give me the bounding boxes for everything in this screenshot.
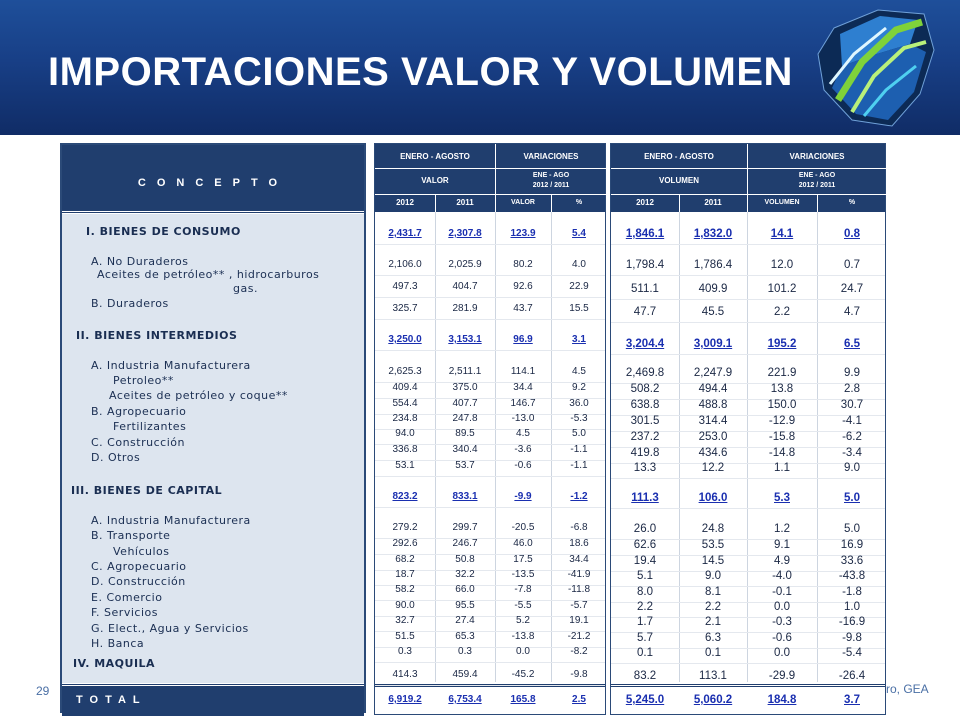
valor-cell: 414.3 bbox=[392, 669, 418, 680]
row-divider bbox=[375, 662, 605, 663]
valor-cell: 66.0 bbox=[455, 584, 475, 595]
valor-cell: 17.5 bbox=[513, 554, 533, 565]
valor-cell: 497.3 bbox=[392, 281, 418, 292]
valor-sub-header: VALOR bbox=[421, 176, 449, 185]
valor-cell: 90.0 bbox=[395, 600, 415, 611]
volumen-cell: 6.3 bbox=[705, 632, 721, 644]
valor-cell: -5.5 bbox=[514, 600, 532, 611]
volumen-cell: 314.4 bbox=[698, 415, 728, 427]
valor-cell: 19.1 bbox=[569, 615, 589, 626]
volumen-cell: 53.5 bbox=[701, 539, 725, 551]
valor-cell: 3,153.1 bbox=[448, 334, 482, 345]
volumen-cell: 0.1 bbox=[705, 647, 721, 659]
valor-cell: 96.9 bbox=[513, 334, 533, 345]
concepto-footer bbox=[62, 683, 364, 716]
volumen-table-header bbox=[611, 144, 885, 212]
volumen-cell: 237.2 bbox=[630, 431, 660, 443]
valor-cell: -8.2 bbox=[570, 646, 588, 657]
valor-cell: 4.5 bbox=[516, 428, 530, 439]
valor-cell: 407.7 bbox=[452, 398, 478, 409]
volumen-cell: 2.2 bbox=[774, 306, 790, 318]
valor-col-pct: % bbox=[575, 199, 583, 206]
volumen-cell: 1,798.4 bbox=[625, 259, 665, 271]
volumen-total-cell: 5,245.0 bbox=[625, 694, 665, 706]
valor-cell: 554.4 bbox=[392, 398, 418, 409]
volumen-sub-header: VOLUMEN bbox=[659, 176, 699, 185]
valor-cell: -45.2 bbox=[511, 669, 535, 680]
valor-variaciones-header: VARIACIONES bbox=[523, 152, 579, 161]
valor-cell: 292.6 bbox=[392, 538, 418, 549]
row-divider bbox=[611, 299, 885, 300]
concepto-row: B. Agropecuario bbox=[91, 405, 187, 418]
volumen-total-cell: 5,060.2 bbox=[693, 694, 733, 706]
valor-cell: 833.1 bbox=[452, 491, 478, 502]
volumen-cell: 9.0 bbox=[705, 570, 721, 582]
concepto-row: B. Transporte bbox=[91, 529, 171, 542]
volumen-col-vol: VOLUMEN bbox=[764, 199, 800, 206]
valor-cell: 4.5 bbox=[572, 366, 586, 377]
valor-col-valor: VALOR bbox=[511, 199, 535, 206]
volumen-cell: 3,204.4 bbox=[625, 338, 665, 350]
valor-cell: 80.2 bbox=[513, 259, 533, 270]
row-divider bbox=[611, 354, 885, 355]
valor-cell: 2,511.1 bbox=[448, 366, 482, 377]
volumen-cell: 6.5 bbox=[844, 338, 860, 350]
valor-total-cell: 2.5 bbox=[572, 694, 586, 705]
volumen-cell: 24.7 bbox=[840, 283, 864, 295]
row-divider bbox=[611, 275, 885, 276]
valor-cell: 89.5 bbox=[455, 428, 475, 439]
volumen-cell: 0.1 bbox=[637, 647, 653, 659]
valor-cell: 46.0 bbox=[513, 538, 533, 549]
volumen-cell: 1,846.1 bbox=[625, 228, 665, 240]
concepto-row: D. Construcción bbox=[91, 575, 186, 588]
volumen-cell: 5.3 bbox=[774, 492, 790, 504]
volumen-cell: 14.1 bbox=[770, 228, 794, 240]
volumen-cell: -5.4 bbox=[842, 647, 862, 659]
valor-cell: -11.8 bbox=[567, 584, 591, 595]
concepto-row: C. Construcción bbox=[91, 436, 185, 449]
row-divider bbox=[611, 322, 885, 323]
row-divider bbox=[375, 350, 605, 351]
valor-cell: 68.2 bbox=[395, 554, 415, 565]
slide-header bbox=[0, 0, 960, 135]
volumen-cell: 511.1 bbox=[631, 283, 659, 295]
volumen-cell: -15.8 bbox=[768, 431, 796, 443]
valor-cell: 279.2 bbox=[392, 522, 418, 533]
row-divider bbox=[611, 478, 885, 479]
volumen-cell: 19.4 bbox=[633, 555, 657, 567]
valor-cell: -1.1 bbox=[570, 460, 588, 471]
volumen-cell: 9.1 bbox=[774, 539, 790, 551]
valor-cell: -9.8 bbox=[570, 669, 588, 680]
row-divider bbox=[375, 319, 605, 320]
valor-cell: 5.2 bbox=[516, 615, 530, 626]
volumen-cell: 1.0 bbox=[844, 601, 860, 613]
valor-cell: -5.7 bbox=[570, 600, 588, 611]
valor-cell: 246.7 bbox=[452, 538, 478, 549]
volumen-cell: 33.6 bbox=[840, 555, 864, 567]
concepto-row: D. Otros bbox=[91, 451, 141, 464]
valor-cell: 336.8 bbox=[392, 444, 418, 455]
volumen-cell: 0.7 bbox=[844, 259, 860, 271]
concepto-row: II. BIENES INTERMEDIOS bbox=[76, 329, 238, 342]
volumen-cell: 9.9 bbox=[844, 367, 860, 379]
volumen-cell: -43.8 bbox=[838, 570, 866, 582]
volumen-cell: 83.2 bbox=[633, 670, 657, 682]
valor-group-header: ENERO - AGOSTO bbox=[400, 152, 470, 161]
valor-cell: 404.7 bbox=[452, 281, 478, 292]
volumen-cell: 9.0 bbox=[844, 462, 860, 474]
volumen-cell: 13.8 bbox=[770, 383, 794, 395]
volumen-table bbox=[610, 143, 886, 715]
volumen-cell: -4.1 bbox=[842, 415, 862, 427]
concepto-row: I. BIENES DE CONSUMO bbox=[86, 225, 241, 238]
volumen-cell: -26.4 bbox=[838, 670, 866, 682]
valor-cell: 9.2 bbox=[572, 382, 586, 393]
valor-total-row bbox=[375, 684, 605, 717]
volumen-cell: 1,786.4 bbox=[693, 259, 733, 271]
volumen-cell: 4.9 bbox=[774, 555, 790, 567]
valor-cell: 146.7 bbox=[510, 398, 536, 409]
valor-cell: -5.3 bbox=[570, 413, 588, 424]
valor-cell: 36.0 bbox=[569, 398, 589, 409]
valor-table-header bbox=[375, 144, 605, 212]
volumen-cell: 0.0 bbox=[774, 647, 790, 659]
valor-cell: 114.1 bbox=[510, 366, 536, 377]
valor-cell: 0.3 bbox=[398, 646, 412, 657]
slide-number: 29 bbox=[36, 684, 50, 698]
valor-cell: 299.7 bbox=[452, 522, 478, 533]
concepto-row: III. BIENES DE CAPITAL bbox=[71, 484, 223, 497]
row-divider bbox=[375, 275, 605, 276]
volumen-group-header: ENERO - AGOSTO bbox=[644, 152, 714, 161]
valor-cell: 2,025.9 bbox=[448, 259, 482, 270]
volumen-col-2012: 2012 bbox=[636, 198, 654, 207]
valor-cell: -9.9 bbox=[514, 491, 532, 502]
concepto-row: Aceites de petróleo** , hidrocarburos bbox=[97, 268, 320, 281]
volumen-col-2011: 2011 bbox=[704, 198, 722, 207]
valor-cell: -13.5 bbox=[511, 569, 535, 580]
volumen-cell: 2.1 bbox=[705, 616, 721, 628]
volumen-total-cell: 3.7 bbox=[844, 694, 860, 706]
valor-cell: -7.8 bbox=[514, 584, 532, 595]
row-divider bbox=[375, 476, 605, 477]
volumen-cell: 494.4 bbox=[698, 383, 728, 395]
valor-cell: -6.8 bbox=[570, 522, 588, 533]
volumen-cell: -16.9 bbox=[838, 616, 866, 628]
row-divider bbox=[611, 244, 885, 245]
row-divider bbox=[611, 508, 885, 509]
volumen-cell: 45.5 bbox=[701, 306, 725, 318]
row-divider bbox=[611, 663, 885, 664]
volumen-cell: 253.0 bbox=[698, 431, 728, 443]
valor-cell: 18.7 bbox=[395, 569, 415, 580]
valor-cell: 247.8 bbox=[452, 413, 478, 424]
volumen-cell: -4.0 bbox=[772, 570, 792, 582]
volumen-cell: -1.8 bbox=[842, 586, 862, 598]
concepto-row: G. Elect., Agua y Servicios bbox=[91, 622, 249, 635]
volumen-cell: 12.2 bbox=[701, 462, 725, 474]
volumen-cell: 5.7 bbox=[637, 632, 653, 644]
valor-var-sub2: 2012 / 2011 bbox=[532, 182, 570, 189]
slide-title: IMPORTACIONES VALOR Y VOLUMEN bbox=[48, 50, 793, 94]
concepto-panel bbox=[60, 143, 366, 713]
volumen-cell: -9.8 bbox=[842, 632, 862, 644]
volumen-cell: -29.9 bbox=[768, 670, 796, 682]
row-divider bbox=[375, 507, 605, 508]
volumen-cell: 1.1 bbox=[774, 462, 790, 474]
valor-cell: 34.4 bbox=[513, 382, 533, 393]
volumen-cell: 2,469.8 bbox=[625, 367, 665, 379]
volumen-cell: 3,009.1 bbox=[693, 338, 733, 350]
volumen-cell: 12.0 bbox=[770, 259, 794, 271]
concepto-row: Petroleo** bbox=[113, 374, 174, 387]
valor-cell: 94.0 bbox=[395, 428, 415, 439]
volumen-total-cell: 184.8 bbox=[767, 694, 797, 706]
valor-cell: 15.5 bbox=[569, 303, 589, 314]
row-divider bbox=[375, 297, 605, 298]
valor-cell: 95.5 bbox=[455, 600, 475, 611]
valor-cell: -13.8 bbox=[511, 631, 535, 642]
valor-cell: 53.1 bbox=[395, 460, 415, 471]
valor-cell: 2,106.0 bbox=[388, 259, 422, 270]
volumen-cell: 2.2 bbox=[637, 601, 653, 613]
valor-cell: 281.9 bbox=[452, 303, 478, 314]
valor-cell: 3,250.0 bbox=[388, 334, 422, 345]
valor-cell: 18.6 bbox=[569, 538, 589, 549]
valor-cell: -1.1 bbox=[570, 444, 588, 455]
valor-table bbox=[374, 143, 606, 715]
valor-cell: -0.6 bbox=[514, 460, 532, 471]
volumen-cell: 508.2 bbox=[630, 383, 660, 395]
valor-cell: 375.0 bbox=[452, 382, 478, 393]
concepto-row: A. Industria Manufacturera bbox=[91, 359, 251, 372]
volumen-cell: 14.5 bbox=[701, 555, 725, 567]
valor-col-2011: 2011 bbox=[456, 198, 474, 207]
volumen-total-row bbox=[611, 684, 885, 717]
volumen-cell: 26.0 bbox=[633, 523, 657, 535]
concepto-row: A. No Duraderos bbox=[91, 255, 189, 268]
valor-cell: 51.5 bbox=[395, 631, 415, 642]
valor-cell: 4.0 bbox=[572, 259, 586, 270]
volumen-cell: 488.8 bbox=[698, 399, 728, 411]
valor-cell: 459.4 bbox=[452, 669, 478, 680]
concepto-row: Fertilizantes bbox=[113, 420, 187, 433]
valor-cell: 53.7 bbox=[455, 460, 475, 471]
volumen-cell: 195.2 bbox=[767, 338, 797, 350]
valor-total-cell: 6,753.4 bbox=[448, 694, 482, 705]
valor-cell: 0.3 bbox=[458, 646, 472, 657]
volumen-cell: 24.8 bbox=[701, 523, 725, 535]
volumen-var-sub2: 2012 / 2011 bbox=[798, 182, 836, 189]
concepto-row: IV. MAQUILA bbox=[73, 657, 156, 670]
valor-cell: -41.9 bbox=[567, 569, 591, 580]
valor-cell: 234.8 bbox=[392, 413, 418, 424]
volumen-cell: 113.1 bbox=[699, 670, 727, 682]
valor-cell: 43.7 bbox=[513, 303, 533, 314]
volumen-cell: -12.9 bbox=[768, 415, 796, 427]
volumen-cell: -6.2 bbox=[842, 431, 862, 443]
valor-cell: 27.4 bbox=[455, 615, 475, 626]
volumen-cell: -0.1 bbox=[772, 586, 792, 598]
concepto-header bbox=[62, 145, 364, 214]
volumen-cell: -14.8 bbox=[768, 447, 796, 459]
crystal-logo-icon bbox=[800, 4, 940, 134]
volumen-var-sub1: ENE - AGO bbox=[798, 172, 836, 179]
volumen-cell: 8.0 bbox=[637, 586, 653, 598]
valor-cell: 58.2 bbox=[395, 584, 415, 595]
valor-cell: 2,307.8 bbox=[448, 228, 482, 239]
source-note: ro, GEA bbox=[886, 682, 929, 696]
concepto-row: F. Servicios bbox=[91, 606, 158, 619]
volumen-cell: 434.6 bbox=[698, 447, 728, 459]
volumen-cell: 111.3 bbox=[631, 492, 659, 504]
volumen-cell: 2,247.9 bbox=[693, 367, 733, 379]
volumen-cell: 4.7 bbox=[844, 306, 860, 318]
valor-cell: -20.5 bbox=[511, 522, 535, 533]
volumen-cell: 419.8 bbox=[630, 447, 660, 459]
concepto-row: H. Banca bbox=[91, 637, 145, 650]
valor-cell: -3.6 bbox=[514, 444, 532, 455]
volumen-cell: 47.7 bbox=[633, 306, 657, 318]
valor-cell: 32.7 bbox=[395, 615, 415, 626]
valor-cell: 32.2 bbox=[455, 569, 475, 580]
volumen-cell: 101.2 bbox=[767, 283, 797, 295]
volumen-variaciones-header: VARIACIONES bbox=[789, 152, 845, 161]
valor-cell: 92.6 bbox=[513, 281, 533, 292]
row-divider bbox=[375, 244, 605, 245]
valor-var-sub1: ENE - AGO bbox=[532, 172, 570, 179]
volumen-cell: 150.0 bbox=[767, 399, 797, 411]
concepto-row: Vehículos bbox=[113, 545, 170, 558]
valor-cell: 2,625.3 bbox=[388, 366, 422, 377]
volumen-cell: 301.5 bbox=[630, 415, 660, 427]
volumen-cell: 1,832.0 bbox=[693, 228, 733, 240]
volumen-col-pct: % bbox=[848, 199, 856, 206]
volumen-cell: -0.6 bbox=[772, 632, 792, 644]
volumen-cell: 0.8 bbox=[844, 228, 860, 240]
volumen-cell: 1.2 bbox=[774, 523, 790, 535]
valor-cell: 123.9 bbox=[510, 228, 536, 239]
total-label: TOTAL bbox=[76, 694, 147, 706]
valor-cell: 22.9 bbox=[569, 281, 589, 292]
volumen-cell: 1.7 bbox=[637, 616, 653, 628]
valor-cell: 2,431.7 bbox=[388, 228, 422, 239]
valor-cell: 409.4 bbox=[392, 382, 418, 393]
valor-cell: 340.4 bbox=[452, 444, 478, 455]
concepto-row: Aceites de petróleo y coque** bbox=[109, 389, 288, 402]
volumen-cell: 62.6 bbox=[633, 539, 657, 551]
valor-total-cell: 165.8 bbox=[510, 694, 536, 705]
valor-cell: 5.4 bbox=[572, 228, 586, 239]
volumen-cell: 221.9 bbox=[767, 367, 797, 379]
valor-cell: 325.7 bbox=[392, 303, 418, 314]
volumen-cell: -0.3 bbox=[772, 616, 792, 628]
valor-cell: 34.4 bbox=[569, 554, 589, 565]
concepto-row: B. Duraderos bbox=[91, 297, 169, 310]
volumen-cell: 409.9 bbox=[698, 283, 728, 295]
valor-cell: 3.1 bbox=[572, 334, 586, 345]
volumen-cell: 13.3 bbox=[633, 462, 657, 474]
concepto-row: C. Agropecuario bbox=[91, 560, 187, 573]
volumen-cell: -3.4 bbox=[842, 447, 862, 459]
valor-cell: 65.3 bbox=[455, 631, 475, 642]
valor-cell: -13.0 bbox=[511, 413, 535, 424]
volumen-cell: 5.1 bbox=[637, 570, 653, 582]
concepto-row: gas. bbox=[233, 282, 258, 295]
volumen-cell: 638.8 bbox=[630, 399, 660, 411]
volumen-cell: 30.7 bbox=[840, 399, 864, 411]
volumen-cell: 5.0 bbox=[844, 492, 860, 504]
volumen-cell: 106.0 bbox=[698, 492, 728, 504]
valor-cell: -21.2 bbox=[567, 631, 591, 642]
concepto-row: E. Comercio bbox=[91, 591, 163, 604]
volumen-cell: 2.2 bbox=[705, 601, 721, 613]
volumen-cell: 8.1 bbox=[705, 586, 721, 598]
valor-total-cell: 6,919.2 bbox=[388, 694, 422, 705]
valor-col-2012: 2012 bbox=[396, 198, 414, 207]
volumen-cell: 16.9 bbox=[840, 539, 864, 551]
concepto-title: CONCEPTO bbox=[137, 177, 289, 189]
volumen-cell: 2.8 bbox=[844, 383, 860, 395]
concepto-row: A. Industria Manufacturera bbox=[91, 514, 251, 527]
valor-cell: 0.0 bbox=[516, 646, 530, 657]
valor-cell: 823.2 bbox=[392, 491, 418, 502]
volumen-cell: 5.0 bbox=[844, 523, 860, 535]
valor-cell: 5.0 bbox=[572, 428, 586, 439]
valor-cell: 50.8 bbox=[455, 554, 475, 565]
volumen-cell: 0.0 bbox=[774, 601, 790, 613]
valor-cell: -1.2 bbox=[570, 491, 588, 502]
